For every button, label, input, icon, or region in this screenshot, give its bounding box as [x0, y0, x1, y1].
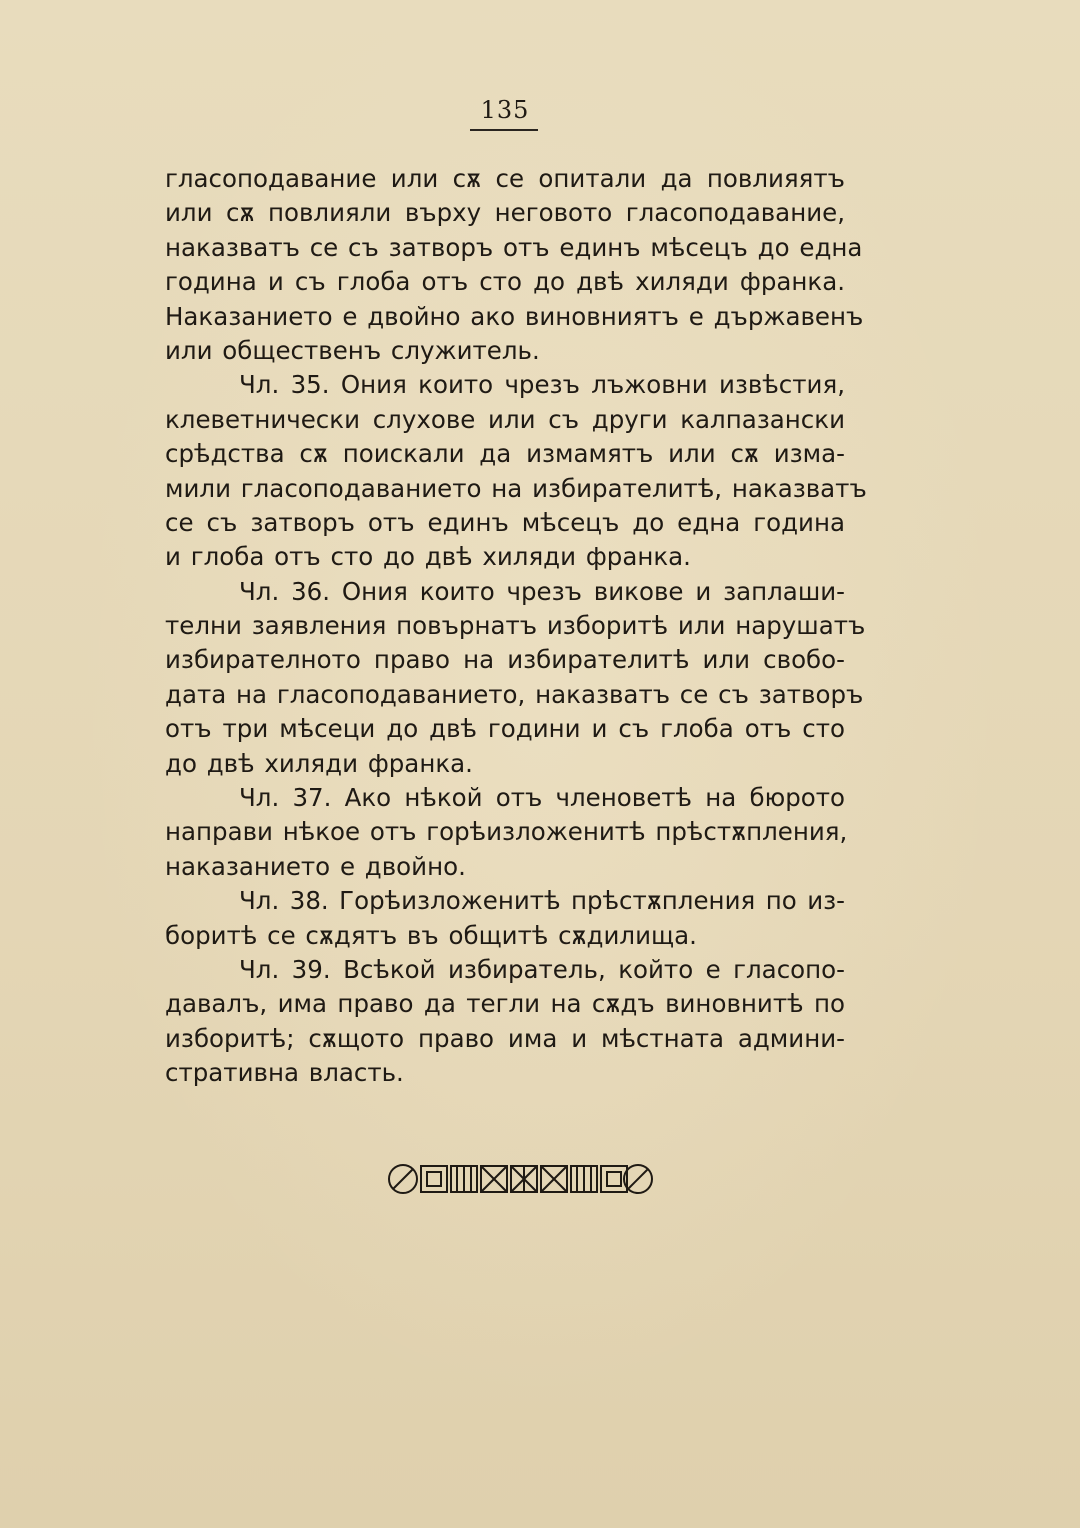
- text-line: наказанието е двойно.: [165, 851, 466, 881]
- text-line: направи нѣкое отъ горѣизложенитѣ прѣстѫпления,: [165, 817, 848, 847]
- end-ornament-icon: [386, 1162, 654, 1196]
- text-line: до двѣ хиляди франка.: [165, 748, 473, 778]
- text-line: изборитѣ; сѫщото право има и мѣстната админи-: [165, 1023, 845, 1053]
- article-37-heading-line: Чл. 37. Ако нѣкой отъ членоветѣ на бюрото: [239, 783, 845, 813]
- article-36-heading-line: Чл. 36. Ония които чрезъ викове и заплаши-: [239, 576, 845, 606]
- text-line: срѣдства сѫ поискали да измамятъ или сѫ изма-: [165, 439, 845, 469]
- text-line: се съ затворъ отъ единъ мѣсецъ до една година: [165, 507, 845, 537]
- article-39-heading-line: Чл. 39. Всѣкой избиратель, който е гласопо-: [239, 954, 845, 984]
- text-line: или общественъ служитель.: [165, 335, 540, 365]
- article-38-heading-line: Чл. 38. Горѣизложенитѣ прѣстѫпления по из-: [239, 886, 845, 916]
- text-line: гласоподавание или сѫ се опитали да повлияятъ: [165, 164, 845, 193]
- text-line: давалъ, има право да тегли на сѫдъ виновнитѣ по: [165, 989, 845, 1019]
- article-35-heading-line: Чл. 35. Ония които чрезъ лъжовни извѣстия,: [239, 370, 845, 400]
- text-line: отъ три мѣсеци до двѣ години и съ глоба отъ сто: [165, 714, 845, 744]
- text-line: дата на гласоподаванието, наказватъ се съ затворъ: [165, 679, 864, 709]
- text-line: телни заявления повърнатъ изборитѣ или нарушатъ: [165, 611, 866, 641]
- page-number: 135: [480, 96, 530, 124]
- body-text: [165, 162, 867, 1091]
- page-number-rule: [470, 129, 538, 131]
- text-line: Наказанието е двойно ако виновниятъ е държавенъ: [165, 301, 864, 331]
- text-line: или сѫ повлияли върху неговото гласоподавание,: [165, 198, 845, 228]
- text-line: стративна власть.: [165, 1058, 404, 1088]
- text-line: мили гласоподаванието на избирателитѣ, наказватъ: [165, 473, 867, 503]
- text-line: клеветнически слухове или съ други калпазански: [165, 404, 845, 434]
- text-line: и глоба отъ сто до двѣ хиляди франка.: [165, 542, 691, 572]
- text-line: наказватъ се съ затворъ отъ единъ мѣсецъ до една: [165, 232, 863, 262]
- text-line: боритѣ се сѫдятъ въ общитѣ сѫдилища.: [165, 920, 697, 950]
- text-line: година и съ глоба отъ сто до двѣ хиляди франка.: [165, 267, 845, 297]
- text-line: избирателното право на избирателитѣ или свобо-: [165, 645, 845, 675]
